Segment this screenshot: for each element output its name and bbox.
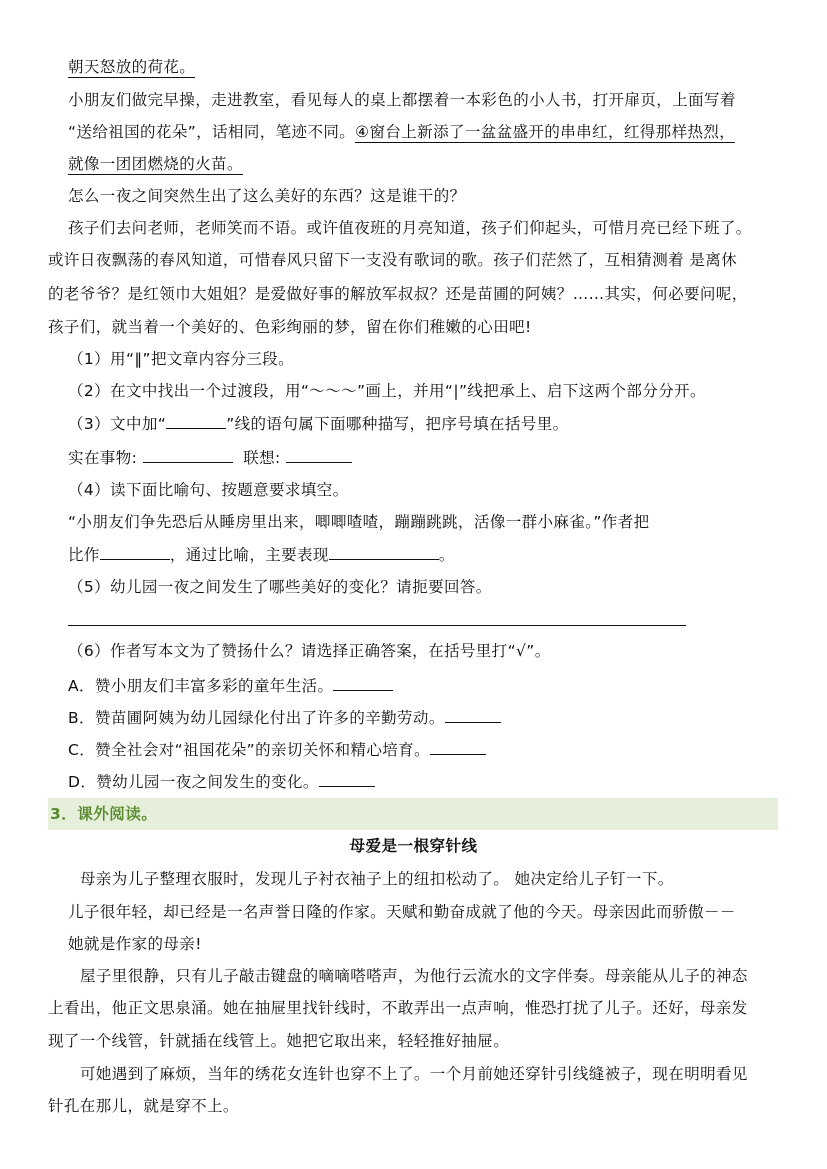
answer-blank-real[interactable]: [143, 448, 233, 463]
option-d: [68, 772, 375, 792]
question-4-quote: “小朋友们争先恐后从睡房里出来，唧唧喳喳，蹦蹦跳跳，活像一群小麻雀。”作者把: [68, 513, 650, 531]
passage-text: “送给祖国的花朵”，话相同，笔迹不同。: [68, 123, 356, 141]
option-c: [68, 740, 486, 760]
answer-blank-association[interactable]: [286, 448, 352, 463]
story-paragraph: 上看出，他正文思泉涌。她在抽屉里找针线时，不敢弄出一点声响，惟恐打扰了儿子。还好，母亲发: [48, 999, 748, 1017]
question-text: 比作: [68, 546, 100, 564]
passage-line: 的老爷爷？是红领巾大姐姐？是爱做好事的解放军叔叔？还是苗圃的阿姨？……其实，何必要问呢，: [48, 285, 748, 303]
story-paragraph: 屋子里很静，只有儿子敲击键盘的嘀嘀嗒嗒声，为他行云流水的文字伴奏。母亲能从儿子的神态: [80, 967, 748, 985]
story-paragraph: 母亲为儿子整理衣服时，发现儿子衬衣袖子上的纽扣松动了。 她决定给儿子钉一下。: [80, 870, 674, 888]
label-association: 联想:: [243, 449, 281, 467]
option-text: C．赞全社会对“祖国花朵”的亲切关怀和精心培育。: [68, 741, 430, 759]
question-text: ”线的语句属下面哪种描写，把序号填在括号里。: [226, 415, 569, 433]
question-3: [68, 414, 569, 434]
underlined-sentence: 朝天怒放的荷花。: [68, 58, 196, 76]
underlined-sentence: ④窗台上新添了一盆盆盛开的串串红，红得那样热烈，: [355, 123, 736, 141]
label-real-object: 实在事物:: [68, 449, 138, 467]
passage-line: 孩子们去问老师，老师笑而不语。或许值夜班的月亮知道，孩子们仰起头，可惜月亮已经下班了。: [68, 219, 752, 237]
passage-line: 孩子们，就当着一个美好的、色彩绚丽的梦，留在你们稚嫩的心田吧!: [48, 318, 532, 336]
question-5: （5）幼儿园一夜之间发生了哪些美好的变化？请扼要回答。: [68, 578, 492, 596]
passage-line: 怎么一夜之间突然生出了这么美好的东西？这是谁干的？: [68, 187, 466, 205]
question-4: （4）读下面比喻句、按题意要求填空。: [68, 481, 349, 499]
passage-line: 或许日夜飘荡的春风知道，可惜春风只留下一支没有歌词的歌。孩子们茫然了，互相猜测着 是离休: [48, 251, 738, 269]
question-text: （3）文中加“: [68, 415, 167, 433]
story-paragraph: 儿子很年轻，却已经是一名声誉日隆的作家。天赋和勤奋成就了他的今天。母亲因此而骄傲－－: [68, 903, 736, 921]
answer-line[interactable]: [68, 625, 686, 626]
section-heading: 3．课外阅读。: [50, 805, 158, 823]
option-b-blank[interactable]: [445, 708, 501, 723]
question-1: （1）用“‖”把文章内容分三段。: [68, 350, 295, 368]
section-heading-bar: [48, 798, 778, 830]
story-paragraph: 她就是作家的母亲!: [68, 935, 202, 953]
option-text: A．赞小朋友们丰富多彩的童年生活。: [68, 677, 334, 695]
passage-line: [68, 57, 195, 77]
option-a: [68, 676, 393, 696]
option-a-blank[interactable]: [333, 676, 393, 691]
question-6: （6）作者写本文为了赞扬什么？请选择正确答案，在括号里打“√”。: [68, 642, 551, 660]
option-b: [68, 708, 501, 728]
question-4-fill: [68, 545, 455, 565]
story-paragraph: 可她遇到了麻烦，当年的绣花女连针也穿不上了。一个月前她还穿针引线缝被子，现在明明看见: [80, 1065, 748, 1083]
option-text: D．赞幼儿园一夜之间发生的变化。: [68, 773, 319, 791]
answer-blank-express[interactable]: [329, 545, 439, 560]
passage-line: [68, 154, 243, 174]
story-paragraph: 针孔在那儿，就是穿不上。: [48, 1097, 239, 1115]
story-paragraph: 现了一个线管，针就插在线管上。她把它取出来，轻轻推好抽屉。: [48, 1032, 510, 1050]
underlined-sentence: 就像一团团燃烧的火苗。: [68, 155, 243, 173]
question-3-answers: [68, 448, 352, 468]
story-title: 母爱是一根穿针线: [349, 837, 478, 855]
answer-blank[interactable]: [166, 414, 226, 429]
option-c-blank[interactable]: [430, 740, 486, 755]
question-text: 。: [438, 546, 455, 564]
passage-line: [68, 122, 735, 142]
option-d-blank[interactable]: [319, 772, 375, 787]
question-text: ，通过比喻，主要表现: [169, 546, 329, 564]
answer-blank-compare[interactable]: [100, 545, 170, 560]
passage-line: 小朋友们做完早操，走进教室，看见每人的桌上都摆着一本彩色的小人书，打开扉页，上面写着: [68, 91, 736, 109]
option-text: B．赞苗圃阿姨为幼儿园绿化付出了许多的辛勤劳动。: [68, 709, 445, 727]
question-2: （2）在文中找出一个过渡段，用“～～～”画上，并用“|”线把承上、启下这两个部分分开。: [68, 382, 706, 400]
